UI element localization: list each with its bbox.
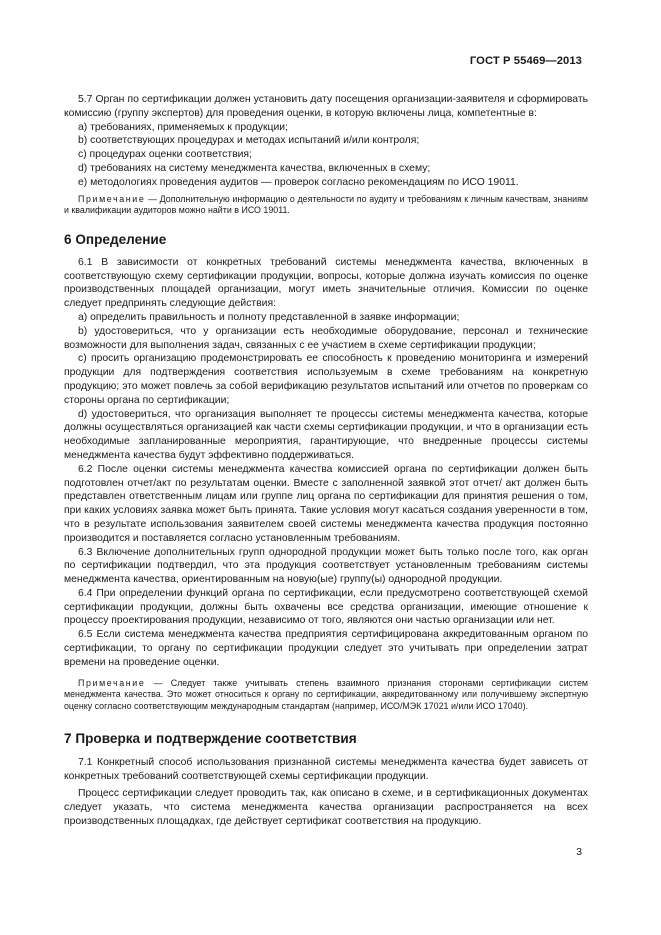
list-item-6-1-c: c) просить организацию продемонстрировать ее способность к проведению мониторинга и измерений продукции для подтверждения соответствия используемым в схеме требованиям на конкретную продукцию; это может повлечь за собой верификацию результатов испытаний или отчетов по проверкам со стороны органа по сертификации; [64, 353, 588, 406]
note-5 [64, 194, 588, 217]
paragraph-6-3: 6.3 Включение дополнительных групп однородной продукции может быть только после того, как орган по сертификации подтвердил, что эта продукция соответствует установленным требованиям системы менеджмента качества, ориентированным на новую(ые) группу(ы) однородной продукции. [64, 546, 588, 586]
paragraph-6-2: 6.2 После оценки системы менеджмента качества комиссией органа по сертификации должен быть подготовлен отчет/акт по результатам оценки. Вместе с заполненной заявкой этот отчет/ акт должен быть представлен ответственным лицам или группе лиц органа по сертификации для принятия решения о том, при каких условиях заявка может быть принята. Такие условия могут касаться создания уверенности в том, что в результате использования заявителем своей системы менеджмента качества продукция постоянно производится и поставляется согласно установленным требованиям. [64, 463, 588, 544]
paragraph-7-1: 7.1 Конкретный способ использования признанной системы менеджмента качества будет зависеть от конкретных требований соответствующей схемы сертификации продукции. [64, 757, 588, 783]
note-label: Примечание [78, 193, 146, 204]
note-6 [64, 678, 588, 713]
paragraph-6-5: 6.5 Если система менеджмента качества предприятия сертифицирована аккредитованным органом по сертификации, то органу по сертификации продукции следует это учитывать при определении затрат времени на проведение оценки. [64, 629, 588, 668]
list-item-5-7-c: c) процедурах оценки соответствия; [78, 149, 252, 161]
list-item-5-7-a: a) требованиях, применяемых к продукции; [78, 121, 288, 133]
note-text: — Следует также учитывать степень взаимного признания сторонами сертификации систем менеджмента качества. Это может относиться к органу по сертификации, аккредитованному или получившему экспертную оценку согласно соответствующим международным стандартам (например, ИСО/МЭК 17021 и/или ИСО 17040). [64, 677, 588, 711]
list-item-6-1-d: d) удостовериться, что организация выполняет те процессы системы менеджмента качества, которые должны осуществляться организацией как части схемы сертификации продукции, и что в организации есть необходимые запланированные мероприятия, гарантирующие, что внедренные процессы системы менеджмента качества будут эффективно поддерживаться. [64, 408, 588, 461]
paragraph-7-1-continued: Процесс сертификации следует проводить так, как описано в схеме, и в сертификационных документах следует указать, что система менеджмента качества организации распространяется на всех производственных площадках, где действует сертификат соответствия на продукцию. [64, 788, 588, 827]
list-item-6-1-b: b) удостовериться, что у организации есть необходимые оборудование, персонал и технические возможности для выполнения задач, связанных с ее участием в схеме сертификации продукции; [64, 325, 588, 351]
section-7-heading: 7 Проверка и подтверждение соответствия [64, 731, 357, 747]
note-text: — Дополнительную информацию о деятельности по аудиту и требованиям к личным качествам, знаниям и квалификации аудиторов можно найти в ИСО 19011. [64, 193, 588, 216]
page-content [64, 93, 588, 828]
list-item-5-7-d: d) требованиях на систему менеджмента качества, включенных в схему; [78, 162, 431, 174]
section-6-heading: 6 Определение [64, 231, 167, 247]
list-item-5-7-b: b) соответствующих процедурах и методах испытаний и/или контроля; [78, 135, 420, 147]
paragraph-6-4: 6.4 При определении функций органа по сертификации, если предусмотрено соответствующей схемой сертификации продукции, должны быть охвачены все средства организации, имеющие отношение к процессу проектирования продукции, независимо от того, являются они частью организации или нет. [64, 587, 588, 627]
paragraph-6-1: 6.1 В зависимости от конкретных требований системы менеджмента качества, включенных в соответствующую схему сертификации продукции, вопросы, которые должна изучать комиссия по оценке производственных площадей организации, могут иметь значительные отличия. Комиссии по оценке следует предпринять следующие действия: [64, 256, 588, 310]
note-label: Примечание [78, 677, 146, 688]
page-number: 3 [576, 847, 582, 858]
standard-code-header: ГОСТ Р 55469—2013 [469, 55, 582, 67]
paragraph-5-7: 5.7 Орган по сертификации должен установить дату посещения организации-заявителя и сформировать комиссию (группу экспертов) для проведения оценки, в которую включены лица, компетентные в: [64, 94, 588, 119]
list-item-5-7-e: e) методологиях проведения аудитов — проверок согласно рекомендациям по ИСО 19011. [78, 176, 519, 188]
list-item-6-1-a: a) определить правильность и полноту представленной в заявке информации; [78, 311, 460, 323]
